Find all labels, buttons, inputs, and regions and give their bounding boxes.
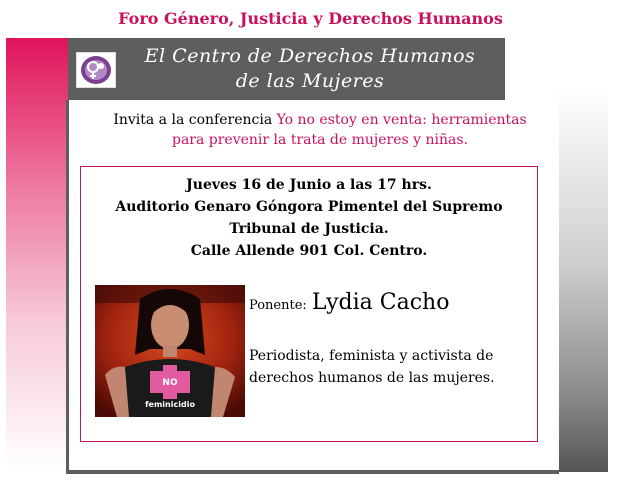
event-date: Jueves 16 de Junio a las 17 hrs. <box>186 177 432 193</box>
speaker-bio <box>249 345 529 389</box>
left-gradient-bar <box>6 38 68 470</box>
forum-title: Foro Género, Justicia y Derechos Humanos <box>118 9 503 28</box>
right-gradient-bar <box>556 90 608 472</box>
organization-name-line1: El Centro de Derechos Humanos <box>144 45 476 67</box>
organization-name-line2: de las Mujeres <box>235 70 385 92</box>
organization-logo <box>76 52 116 88</box>
organization-name <box>120 44 500 94</box>
conference-title-line2: para prevenir la trata de mujeres y niñas. <box>171 132 468 148</box>
invite-prefix: Invita a la conferencia <box>113 112 273 128</box>
speaker-bio-line2: derechos humanos de las mujeres. <box>249 370 495 386</box>
women-symbol-icon <box>77 53 115 87</box>
shirt-text-feminicidio: feminicidio <box>145 400 195 409</box>
speaker-bio-line1: Periodista, feminista y activista de <box>249 348 494 364</box>
event-details <box>81 174 537 262</box>
speaker-label: Ponente: <box>249 298 307 313</box>
shirt-text-no: NO <box>162 378 178 388</box>
conference-title-line1: Yo no estoy en venta: herramientas <box>276 112 527 128</box>
speaker-name: Lydia Cacho <box>311 290 450 315</box>
speaker-photo <box>95 285 245 417</box>
invitation-text <box>89 110 551 150</box>
event-venue-line1: Auditorio Genaro Góngora Pimentel del Supremo <box>115 199 503 215</box>
event-info-box <box>80 166 538 442</box>
event-venue-line2: Tribunal de Justicia. <box>229 221 389 237</box>
speaker-heading <box>249 290 529 315</box>
organization-header <box>68 38 505 100</box>
event-address: Calle Allende 901 Col. Centro. <box>190 243 428 259</box>
